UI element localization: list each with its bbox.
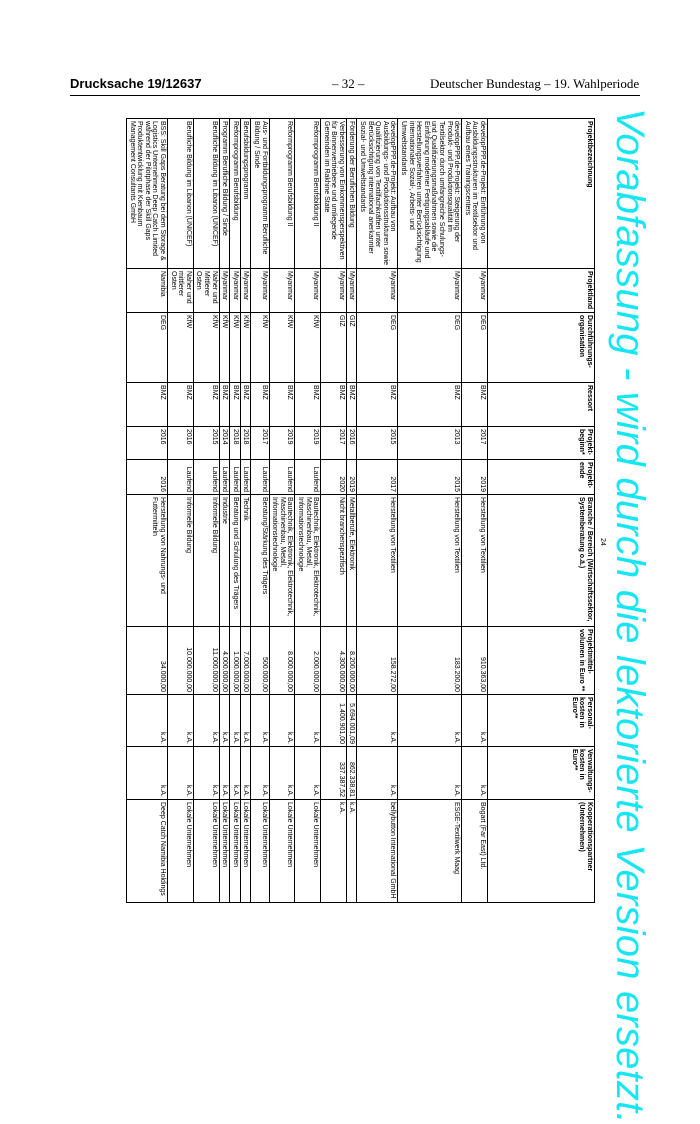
column-header: Verwaltungs-kosten in Euro** (488, 747, 595, 800)
table-cell: Lokale Unternehmen (230, 800, 241, 903)
table-cell: developPPP.de-Projekt: Einführung von Ausbildungsstrukturen im Textilsektor und Aufbau eines Trainingscenters (462, 119, 488, 269)
table-cell: 2015 (193, 427, 219, 460)
table-cell: 8.200.000,00 (346, 627, 357, 695)
table-cell: KfW (219, 313, 230, 383)
table-cell: 2015 (357, 427, 398, 460)
table-cell: Programm Berufliche Bildung / Sinde (219, 119, 230, 269)
table-cell: BSS: Skill Gaps Beratung bei dem Storage & Logistics Unternehmen Deep Catch Limited während der Pilotphase der Skill Gaps Produktentwicklung mit Kienbaum Management Consultants GmbH (127, 119, 168, 269)
table-cell: Verbesserung von Einkommensperspektiven für Binnenvertriebene und umliegende Gemeinden im Rakhine State (321, 119, 347, 269)
table-cell: Laufend (240, 460, 251, 495)
table-cell: 2019 (295, 427, 321, 460)
table-cell: developPPP.de-Projekt: Aufbau von Ausbildungs- und Produktionsstrukturen sowie Qualifizierung von Textilfachkräften unter Berücksichtigung international anerkannter Sozial- und Umweltstandards (357, 119, 398, 269)
table-cell: developPPP.de-Projekt: Steigerung der Produkt- und Produktionsqualität im Textilsektor durch umfangreiche Schulungs- und Qualifizierungsmaßnahmen sowie die Einführung moderner Fertigungsabläufe und Herstellungsverfahren unter Berücksichtigung internationaler Sozial-, Arbeits- und Umweltstandards (398, 119, 462, 269)
table-cell: 2017 (357, 460, 398, 495)
table-cell: GIZ (346, 313, 357, 383)
table-cell: Bautechnik, Elektronik, Elektrotechnik, Maschinenbau, Metall, Informationstechnologie (269, 495, 295, 627)
table-cell: KfW (193, 313, 219, 383)
table-cell: 2017 (462, 427, 488, 460)
table-cell: k.A. (295, 747, 321, 800)
table-cell: BMZ (251, 383, 269, 427)
table-cell: k.A. (219, 695, 230, 747)
table-cell: k.A. (269, 747, 295, 800)
table-cell: k.A. (193, 695, 219, 747)
table-cell: Herstellung von Textilien (357, 495, 398, 627)
table-cell: Bogart (Far East) Ltd. (462, 800, 488, 903)
table-cell: Myanmar (346, 269, 357, 313)
table-cell: KfW (251, 313, 269, 383)
publisher-label: Deutscher Bundestag – 19. Wahlperiode (430, 76, 640, 91)
header-rule (70, 95, 640, 96)
table-cell: Myanmar (251, 269, 269, 313)
table-cell: Myanmar (269, 269, 295, 313)
table-cell: BMZ (269, 383, 295, 427)
table-cell: BMZ (462, 383, 488, 427)
table-cell: Förderung der Beruflichen Bildung (346, 119, 357, 269)
table-cell: 500.000,00 (251, 627, 269, 695)
table-cell: BMZ (168, 383, 194, 427)
table-cell: k.A. (398, 695, 462, 747)
table-cell: k.A. (269, 695, 295, 747)
table-cell: Laufend (251, 460, 269, 495)
table-row (398, 119, 462, 903)
table-cell: KfW (230, 313, 241, 383)
table-cell: 910.363,00 (462, 627, 488, 695)
table-cell: BMZ (398, 383, 462, 427)
table-cell: Naher und mittlerer Osten (168, 269, 194, 313)
table-cell: DEG (127, 313, 168, 383)
table-cell: Beratung/Stärkung des Trägers (251, 495, 269, 627)
table-cell: KfW (269, 313, 295, 383)
table-cell: Technik (240, 495, 251, 627)
table-row (240, 119, 251, 903)
table-cell: 2016 (127, 427, 168, 460)
table-cell: 2.000.000,00 (295, 627, 321, 695)
table-cell: BMZ (321, 383, 347, 427)
table-cell: KfW (240, 313, 251, 383)
table-cell: k.A. (127, 695, 168, 747)
table-cell: k.A. (127, 747, 168, 800)
table-cell: 1.000.000,00 (230, 627, 241, 695)
column-header: Branche / Bereich (Wirtschaftssektor, Systemberatung o.ä.) (488, 495, 595, 627)
table-cell: 2020 (321, 460, 347, 495)
table-cell: k.A. (240, 695, 251, 747)
table-cell: k.A. (398, 747, 462, 800)
table-cell: Berufsbildungsprogramm (240, 119, 251, 269)
table-cell: Lokale Unternehmen (269, 800, 295, 903)
table-header-row (488, 119, 595, 903)
table-row (230, 119, 241, 903)
column-header: Kooperationspartner (Unternehmen) (488, 800, 595, 903)
table-cell: Beratung und Schulung des Trägers (230, 495, 241, 627)
table-cell: BMZ (240, 383, 251, 427)
table-cell: BMZ (127, 383, 168, 427)
table-cell: 1.400.901,00 (321, 695, 347, 747)
table-cell: k.A. (251, 695, 269, 747)
table-cell: BMZ (219, 383, 230, 427)
table-cell: Namibia (127, 269, 168, 313)
table-cell: 10.000.000,00 (168, 627, 194, 695)
table-cell: Laufend (219, 460, 230, 495)
table-row (127, 119, 168, 903)
table-cell: BMZ (230, 383, 241, 427)
table-cell: 183.200,00 (398, 627, 462, 695)
table-cell: Laufend (230, 460, 241, 495)
table-cell: k.A. (168, 747, 194, 800)
table-cell: Lokale Unternehmen (251, 800, 269, 903)
table-cell: Myanmar (240, 269, 251, 313)
table-cell: 2018 (230, 427, 241, 460)
table-cell: BMZ (295, 383, 321, 427)
table-cell: 2019 (269, 427, 295, 460)
table-cell: k.A. (219, 747, 230, 800)
table-cell: 862.338,81 (346, 747, 357, 800)
watermark-text: Vorabfassung - wird durch die lektorierte Version ersetzt. (608, 108, 652, 1124)
column-header: Projektmittel-volumen in Euro ** (488, 627, 595, 695)
table-cell: 8.000.000,00 (269, 627, 295, 695)
table-cell: Myanmar (295, 269, 321, 313)
table-cell: Deep Catch Namibia Holdings (127, 800, 168, 903)
table-row (321, 119, 347, 903)
table-cell: Industrie (219, 495, 230, 627)
column-header: Projekt-beginn* (488, 427, 595, 460)
table-cell: 2017 (321, 427, 347, 460)
table-cell: 2015 (398, 460, 462, 495)
table-cell: Informelle Bildung (168, 495, 194, 627)
column-header: Durchführungs-organisation (488, 313, 595, 383)
table-cell: DEG (398, 313, 462, 383)
table-row (357, 119, 398, 903)
table-cell: Reformprogramm Berufsbildung II (295, 119, 321, 269)
table-cell: BMZ (346, 383, 357, 427)
table-cell: Lokale Unternehmen (219, 800, 230, 903)
table-row (295, 119, 321, 903)
table-cell: 2014 (219, 427, 230, 460)
table-cell: 2019 (346, 460, 357, 495)
rotated-table-container (105, 118, 595, 902)
table-cell: 2016 (168, 427, 194, 460)
table-cell: Laufend (295, 460, 321, 495)
table-cell: DEG (462, 313, 488, 383)
table-cell: Metallberufe, Elektronik (346, 495, 357, 627)
table-cell: k.A. (230, 747, 241, 800)
column-header: Ressort (488, 383, 595, 427)
table-cell: GIZ (321, 313, 347, 383)
table-cell: ESGE-Textilwerk Maag (398, 800, 462, 903)
table-cell: k.A. (357, 695, 398, 747)
table-cell: 2017 (251, 427, 269, 460)
table-cell: Lokale Unternehmen (295, 800, 321, 903)
table-cell: Lokale Unternehmen (193, 800, 219, 903)
table-cell: k.A. (295, 695, 321, 747)
table-cell: Lokale Unternehmen (240, 800, 251, 903)
table-cell: k.A. (193, 747, 219, 800)
table-cell: Myanmar (230, 269, 241, 313)
table-cell: Myanmar (321, 269, 347, 313)
table-row (269, 119, 295, 903)
table-cell: Myanmar (462, 269, 488, 313)
table-cell: 2016 (346, 427, 357, 460)
table-cell: k.A. (357, 747, 398, 800)
page-number: 24 (599, 538, 606, 546)
table-cell: Berufliche Bildung im Libanon (UNICEF) (168, 119, 194, 269)
table-cell: Myanmar (357, 269, 398, 313)
table-cell: Lokale Unternehmen (168, 800, 194, 903)
table-cell: Laufend (168, 460, 194, 495)
table-cell: k.A. (240, 747, 251, 800)
table-row (168, 119, 194, 903)
table-cell: bellybutton International GmbH (357, 800, 398, 903)
table-row (346, 119, 357, 903)
table-cell: k.A. (462, 695, 488, 747)
document-id: Drucksache 19/12637 (70, 76, 202, 91)
table-cell: KfW (295, 313, 321, 383)
table-cell: 158.272,00 (357, 627, 398, 695)
table-cell: Bautechnik, Elektronik, Elektrotechnik, Maschinenbau, Metall, Informationstechnologie (295, 495, 321, 627)
table-cell: Aus- und Fortbildungsprogramm Berufliche Bildung / Sinde (251, 119, 269, 269)
table-cell: Laufend (269, 460, 295, 495)
table-cell: 34.000,00 (127, 627, 168, 695)
table-cell: BMZ (193, 383, 219, 427)
table-cell: Herstellung von Textilien (398, 495, 462, 627)
watermark (608, 108, 700, 1124)
page-label: – 32 – (332, 76, 365, 91)
project-table (126, 118, 595, 903)
table-cell: 4.300.000,00 (321, 627, 347, 695)
table-cell: k.A. (251, 747, 269, 800)
table-cell: DEG (357, 313, 398, 383)
table-cell: Berufliche Bildung im Libanon (UNICEF) (193, 119, 219, 269)
table-cell: 337.387,52 (321, 747, 347, 800)
table-cell: BMZ (357, 383, 398, 427)
table-row (251, 119, 269, 903)
table-cell: Naher und Mittlerer Osten (193, 269, 219, 313)
table-cell: KfW (168, 313, 194, 383)
table-cell: k.A. (230, 695, 241, 747)
table-cell: Reformprogramm Berufsbildung (230, 119, 241, 269)
table-cell: 2013 (398, 427, 462, 460)
table-cell: Myanmar (398, 269, 462, 313)
table-cell: 2018 (240, 427, 251, 460)
table-cell: 11.000.000,00 (193, 627, 219, 695)
table-cell: 4.000.000,00 (219, 627, 230, 695)
table-row (462, 119, 488, 903)
table-cell: Myanmar (219, 269, 230, 313)
table-row (219, 119, 230, 903)
table-cell: Laufend (193, 460, 219, 495)
table-row (193, 119, 219, 903)
column-header: Projektbezeichnung (488, 119, 595, 269)
table-cell: Informelle Bildung (193, 495, 219, 627)
table-cell: Herstellung von Nahrungs- und Futtermitteln (127, 495, 168, 627)
table-cell: 2016 (127, 460, 168, 495)
table-cell: Herstellung von Textilien (462, 495, 488, 627)
table-cell: k.A. (168, 695, 194, 747)
column-header: Personal-kosten in Euro** (488, 695, 595, 747)
table-body (127, 119, 488, 903)
table-cell: k.A. (462, 747, 488, 800)
table-cell: 5.694.001,09 (346, 695, 357, 747)
table-cell: k.A. (321, 800, 347, 903)
column-header: Projekt-ende (488, 460, 595, 495)
table-cell: Reformprogramm Berufsbildung II (269, 119, 295, 269)
table-cell: k.A. (346, 800, 357, 903)
table-cell: 2019 (462, 460, 488, 495)
table-cell: 7.000.000,00 (240, 627, 251, 695)
column-header: Projektland (488, 269, 595, 313)
table-cell: Nicht branchenspezifisch (321, 495, 347, 627)
